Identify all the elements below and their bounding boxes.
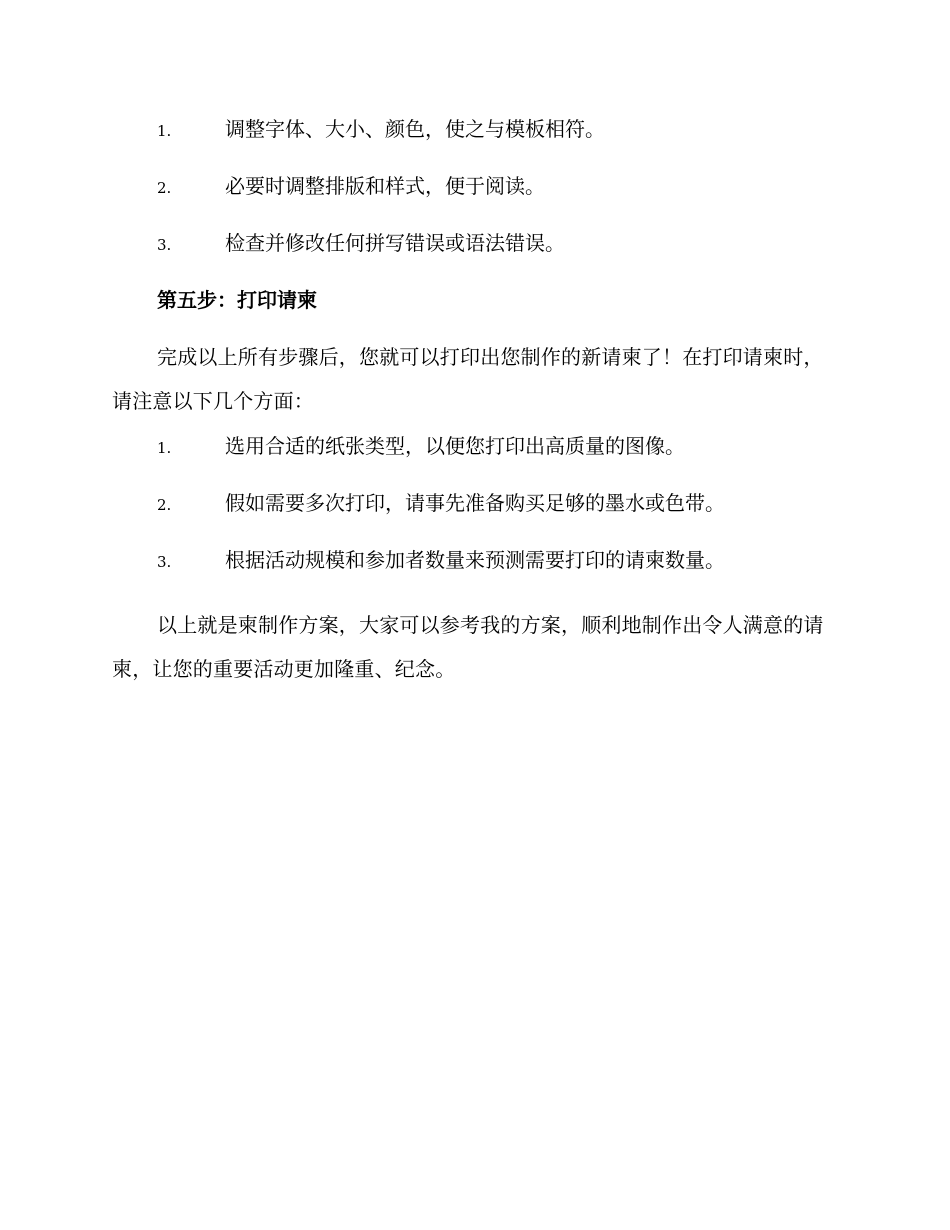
list-item bbox=[112, 429, 838, 486]
step5-heading: 第五步：打印请柬 bbox=[157, 288, 317, 312]
list-item bbox=[112, 543, 838, 600]
closing-paragraph: 以上就是柬制作方案，大家可以参考我的方案，顺利地制作出令人满意的请柬，让您的重要活动更加隆重、纪念。 bbox=[112, 613, 824, 681]
step4-checklist bbox=[112, 112, 838, 283]
list-number: 2. bbox=[157, 179, 172, 197]
list-number: 1. bbox=[157, 439, 172, 457]
list-item bbox=[112, 169, 838, 226]
list-number: 2. bbox=[157, 496, 172, 514]
list-number: 1. bbox=[157, 122, 172, 140]
list-item bbox=[112, 486, 838, 543]
list-number: 3. bbox=[157, 553, 172, 571]
list-number: 3. bbox=[157, 236, 172, 254]
list-text: 必要时调整排版和样式，便于阅读。 bbox=[225, 174, 545, 198]
step5-checklist bbox=[112, 429, 838, 600]
list-text: 选用合适的纸张类型，以便您打印出高质量的图像。 bbox=[225, 434, 685, 458]
step5-intro-paragraph: 完成以上所有步骤后，您就可以打印出您制作的新请柬了！在打印请柬时，请注意以下几个方面： bbox=[112, 345, 824, 413]
list-text: 根据活动规模和参加者数量来预测需要打印的请柬数量。 bbox=[225, 548, 725, 572]
list-item bbox=[112, 226, 838, 283]
list-text: 假如需要多次打印，请事先准备购买足够的墨水或色带。 bbox=[225, 491, 725, 515]
list-text: 检查并修改任何拼写错误或语法错误。 bbox=[225, 231, 565, 255]
list-item bbox=[112, 112, 838, 169]
list-text: 调整字体、大小、颜色，使之与模板相符。 bbox=[225, 117, 605, 141]
